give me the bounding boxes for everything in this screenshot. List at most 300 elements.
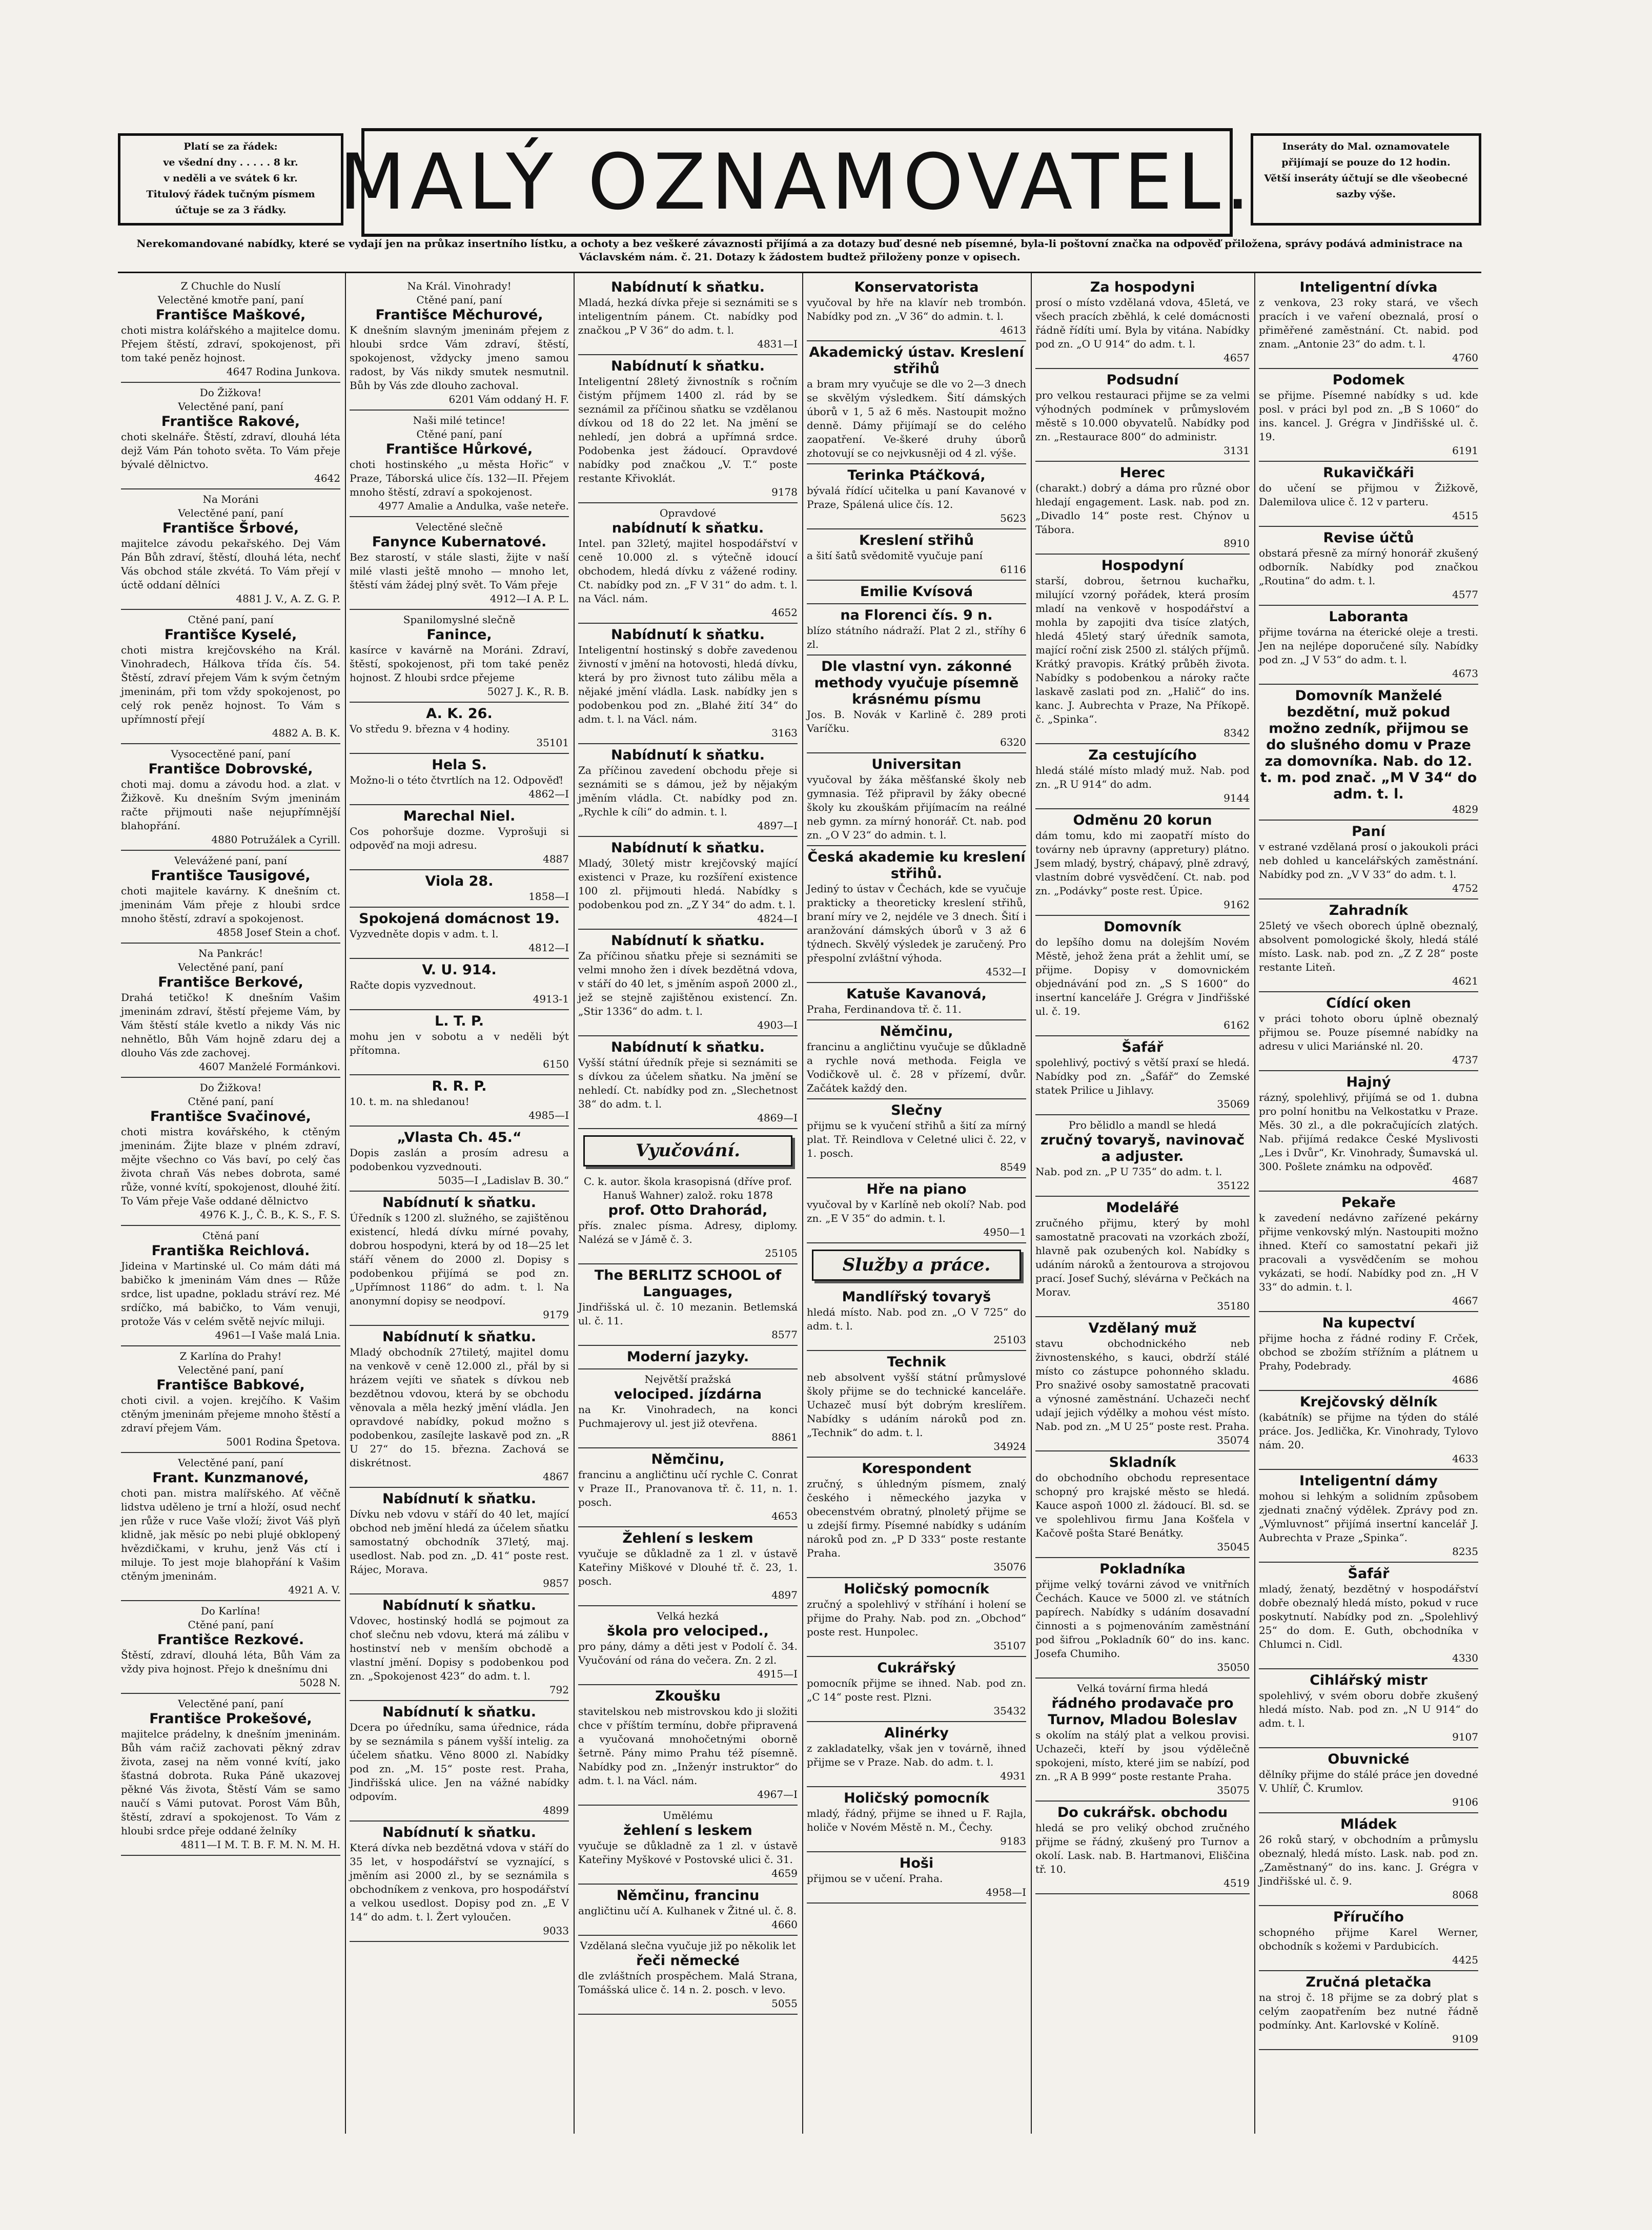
ad-body: hledá se pro veliký obchod zručného přijme se řádný, zkušený pro Turnov a okolí. Lask. nab. B. Hartmanovi, Eliščina tř. 10. [1035, 1822, 1250, 1875]
classified-ad [1035, 1116, 1250, 1197]
classified-ad [807, 342, 1026, 464]
ad-signature: 4737 [1452, 1054, 1478, 1066]
ad-body: schopného přijme Karel Werner, obchodník s kožemi v Pardubicích. [1259, 1926, 1478, 1952]
ad-headline: Žehlení s leskem [622, 1530, 753, 1546]
classified-ad [578, 931, 798, 1036]
ad-headline: L. T. P. [435, 1013, 484, 1029]
ad-signature: 4961—I Vaše malá Lnia. [215, 1329, 340, 1341]
section-heading: Vyučování. [583, 1135, 792, 1167]
ad-headline: The BERLITZ SCHOOL of Languages, [594, 1267, 782, 1300]
ad-signature: 4913-1 [533, 993, 569, 1005]
ad-intro: Velectěné slečně [416, 521, 503, 533]
ad-body: přijmou se v učení. Praha. [807, 1872, 943, 1885]
classified-ad [807, 1579, 1026, 1657]
ad-intro: Velevážené paní, paní [174, 854, 288, 867]
ad-body: francinu a angličtinu učí rychle C. Conrat v Praze II., Pranovanova tř. č. 11, n. 1. posch. [578, 1468, 798, 1508]
classified-ad [1259, 1814, 1478, 1906]
classified-ad [578, 1265, 798, 1346]
classified-ad [807, 277, 1026, 341]
ad-body: v práci tohoto oboru úplně obeznalý přijmou se. Pouze písemné nabídky na adresu v ulici Mariánské nl. 20. [1259, 1012, 1478, 1052]
classified-ad [578, 1347, 798, 1369]
ad-signature: 4931 [1000, 1770, 1026, 1782]
classified-ad [350, 1076, 569, 1127]
ad-body: mladý, řádný, přijme se ihned u F. Rajla, holiče v Novém Městě n. M., Čechy. [807, 1807, 1026, 1833]
classified-ad [1035, 1803, 1250, 1894]
ad-headline: Zručná pletačka [1306, 1974, 1432, 1990]
ad-body: blízo státního nádraží. Plat 2 zl., stříhy 6 zl. [807, 624, 1026, 650]
ad-signature: 4607 Manželé Formánkovi. [199, 1060, 340, 1073]
ad-signature: 8861 [771, 1431, 798, 1443]
ad-signature: 4687 [1452, 1174, 1478, 1186]
ad-signature: 35074 [1217, 1434, 1250, 1446]
ad-headline: Za hospodyni [1090, 279, 1195, 295]
ad-signature: 4633 [1452, 1452, 1478, 1465]
ad-signature: 1858—I [528, 890, 569, 903]
ad-headline: Domovník Manželé bezdětní, muž pokud možno zedník, přijmou se do slušného domu v Praze za domovníka. Nab. do 12. t. m. pod znač. „M V 34“ do adm. t. l. [1260, 688, 1477, 802]
column-5 [1032, 273, 1253, 2134]
ad-signature: 4657 [1223, 352, 1250, 364]
ad-signature: 5001 Rodina Špetova. [226, 1436, 340, 1448]
ad-signature: 4958—I [986, 1886, 1026, 1898]
ad-body: Vdovec, hostinský hodlá se pojmout za choť slečnu neb vdovu, která má zálibu v hostinství neb v menším obchodě a vlastní jmění. Dopisy s podobenkou pod zn. „Spokojenost 423“ do adm. t. l. [350, 1614, 569, 1682]
ad-signature: 9179 [543, 1308, 569, 1321]
ad-signature: 4912—I A. P. L. [490, 592, 569, 605]
ad-body: přijme velký továrni závod ve vnitřních Čechách. Kauce ve 5000 zl. ve státních papírech. Nabídky s udáním dosavadní činnosti a s pojmenováním zaměstnání pod šifrou „Pokladník 60“ do ins. kanc. Josefa Chumiho. [1035, 1578, 1250, 1660]
ad-body: Úředník s 1200 zl. služného, se zajištěnou existencí, hledá dívku mírné povahy, dobrou hospodyni, která by od 18—25 let stáří věnem do 2000 zl. Dopisy s podobenkou přijímá se pod zn. „Upřímnost 1186“ do adm. t. l. Na anonymní dopisy se neodpoví. [350, 1212, 569, 1307]
classified-ad [1259, 993, 1478, 1071]
ad-signature: 4613 [1000, 324, 1026, 336]
ad-signature: 35101 [536, 736, 569, 749]
classified-ad [578, 1037, 798, 1129]
ad-headline: Zkoušku [655, 1688, 721, 1704]
ad-signature: 4967—I [757, 1788, 798, 1801]
ad-intro: Opravdové [660, 507, 716, 519]
ad-headline: Holičský pomocník [844, 1790, 989, 1806]
column-4 [804, 273, 1029, 2134]
classified-ad [578, 504, 798, 624]
ad-body: Cos pohoršuje dozme. Vyprošuji si odpověď na moji adresu. [350, 825, 569, 851]
classified-ad [1259, 607, 1478, 685]
ad-signature: 34924 [993, 1440, 1026, 1452]
ad-signature: 4760 [1452, 352, 1478, 364]
ad-headline: Pekaře [1341, 1195, 1396, 1211]
ad-headline: Františce Hůrkové, [385, 441, 533, 457]
classified-ad [578, 1173, 798, 1264]
ad-body: K dnešním slavným jmeninám přejem z hloubi srdce Vám zdraví, štěstí, spokojenost, vždycky jmeno samou radost, by Vás nikdy smutek nesmutnil. Bůh by Vás zde dlouho zachoval. [350, 324, 569, 392]
ad-body: Jediný to ústav v Čechách, kde se vyučuje prakticky a theoreticky kreslení střihů, braní míry ve 2, nejdéle ve 3 dnech. Šití i aranžování dámských úborů v 3 až 6 týdnech. Skvělý výsledek je zaručený. Pro přespolní zvláštní výhoda. [807, 883, 1026, 964]
ad-headline: Cídící oken [1326, 995, 1411, 1011]
classified-ad [1035, 277, 1250, 369]
ad-signature: 5027 J. K., R. B. [487, 685, 569, 698]
classified-ad [807, 1788, 1026, 1852]
ad-headline: na Florenci čís. 9 n. [840, 607, 993, 623]
classified-ad [1035, 917, 1250, 1036]
ad-body: Nab. pod zn. „P U 735“ do adm. t. l. [1035, 1165, 1222, 1178]
ad-body: dle zvláštních prospěchem. Malá Strana, Tomášská ulice č. 14 n. 2. posch. v levo. [578, 1970, 798, 1996]
ad-signature: 4519 [1223, 1877, 1250, 1889]
ad-headline: Frant. Kunzmanové, [152, 1470, 309, 1486]
ad-signature: 4921 A. V. [288, 1584, 340, 1596]
ad-body: choti pan. mistra malířského. Ať věčně lidstva uděleno je trní a hloží, osud nechť jen růže v ruce Vaše vloží; život Váš plyň klidně, jak měsíc po nebi plujé obklopený hvězdičkami, v kruhu, jenž Vás ctí i miluje. To jest moje blahopřání k Vašim ctěným jmeninám. [121, 1487, 340, 1582]
ad-signature: 4881 J. V., A. Z. G. P. [236, 592, 340, 605]
ad-body: 10. t. m. na shledanou! [350, 1095, 470, 1108]
classified-ad [1035, 463, 1250, 555]
ad-body: vyučuje se důkladně za 1 zl. v ústavě Kateřiny Miškové v Dlouhé tř. č. 23, 1. posch. [578, 1547, 798, 1587]
ad-headline: Františce Babkové, [156, 1377, 305, 1393]
ad-body: majitelce závodu pekařského. Dej Vám Pán Bůh zdraví, štěstí, dlouhá léta, nechť Vás obchod stále zkvétá. To Vám přejí v úctě oddaní dělníci [121, 537, 340, 591]
ad-body: choti mistra krejčovského na Král. Vinohradech, Hálkova třída čís. 54. Štěstí, zdraví přejem Vám k svým četným jmeninám, při tom vždy spokojenost, po celý rok peněz hojnost. To Vám s upřímností přejí [121, 644, 340, 725]
ad-headline: Inteligentní dívka [1299, 279, 1438, 295]
classified-ad [121, 1227, 340, 1346]
ad-body: do učení se přijmou v Žižkově, Dalemilova ulice č. 12 v parteru. [1259, 482, 1478, 508]
ad-headline: Do cukrářsk. obchodu [1057, 1805, 1228, 1820]
ad-body: Která dívka neb bezdětná vdova v stáří do 35 let, v hospodářství se vyznající, s jměním asi 2000 zl., by se seznámila s obchodníkem z venkova, pro hospodářství a velkou usedlost. Dopisy pod zn. „E V 14“ do adm. t. l. Žert vyloučen. [350, 1842, 569, 1923]
ad-headline: Rukavičkáři [1323, 465, 1414, 481]
classified-ad [807, 984, 1026, 1020]
classified-ad [807, 657, 1026, 753]
classified-ad [121, 745, 340, 851]
ad-intro: Ctěné paní, paní [188, 613, 274, 626]
ad-signature: 6201 Vám oddaný H. F. [448, 393, 569, 405]
classified-ad [350, 1011, 569, 1075]
classified-ad [807, 1658, 1026, 1722]
ad-headline: Cihlářský mistr [1310, 1672, 1427, 1688]
classified-ad [350, 518, 569, 610]
classified-ad [121, 1347, 340, 1453]
classified-ad [121, 277, 340, 383]
ad-body: stavu obchodnického neb živnostenského, s kauci, obdrží stálé místo co zástupce pohonného skladu. Pro snaživé osoby samostatně pracovati a výnosné zaměstnání. Uchazeči nechť udají jejich výdělky a mohou vést místo. Nab. pod zn. „M U 25“ poste rest. Praha. [1035, 1337, 1250, 1433]
ad-intro: Do Žižkova! Velectěné paní, paní [178, 386, 283, 413]
ad-body: pro velkou restauraci přijme se za velmi výhodných podmínek v průmyslovém městě s 10.000 obyvatelů. Nabídky pod zn. „Restaurace 800“ do administr. [1035, 389, 1250, 443]
ad-headline: Nabídnutí k sňatku. [382, 1825, 536, 1840]
pricing-line: účtuje se za 3 řádky. [175, 204, 287, 216]
classified-ad [1259, 1072, 1478, 1192]
ad-body: Štěstí, zdraví, dlouhá léta, Bůh Vám za vždy piva hojnost. Přejo k dnešnímu dni [121, 1649, 340, 1675]
notice-box [1251, 133, 1481, 226]
ad-headline: Nabídnutí k sňatku. [611, 358, 765, 374]
ad-headline: A. K. 26. [426, 706, 493, 722]
classified-ad [1035, 1452, 1250, 1558]
notice-line: přijímají se pouze do 12 hodin. [1281, 157, 1451, 168]
classified-ad [350, 871, 569, 908]
ad-body: Jindřišská ul. č. 10 mezanin. Betlemská ul. č. 11. [578, 1301, 798, 1327]
classified-ad [807, 1021, 1026, 1099]
ad-headline: Česká akademie ku kreslení střihů. [807, 849, 1026, 882]
classified-ad [121, 1602, 340, 1694]
ad-body: a bram mry vyučuje se dle vo 2—3 dnech se skvělým výsledkem. Šití dámských úborů v 1, 5 až 6 měs. Nastoupit možno denně. Dámy přijímají se do celého zaopatření. Ve-škeré druhy úborů zhotovují se co nejvkusněji od 4 zl. výše. [807, 378, 1026, 459]
ad-headline: Marechal Niel. [403, 808, 516, 824]
ad-signature: 4950—1 [983, 1226, 1026, 1238]
ad-body: Vyšší státní úředník přeje si seznámiti se s dívkou za účelem sňatku. Na jmění se nehledí. Ct. nabídky pod zn. „Slechetnost 38“ do adm. t. l. [578, 1056, 798, 1110]
classified-ad [121, 490, 340, 610]
ad-intro: Velká hezká [657, 1610, 719, 1622]
classified-ad [121, 1454, 340, 1601]
ad-body: Možno-li o této čtvrtlích na 12. Odpověď! [350, 774, 564, 786]
ad-signature: 4621 [1452, 975, 1478, 987]
ad-signature: 4330 [1452, 1652, 1478, 1664]
ad-signature: 4686 [1452, 1374, 1478, 1386]
ad-body: prosí o místo vzdělaná vdova, 45letá, ve všech pracích zběhlá, k celé domácnosti řádně řídíti umí. Byla by vitána. Nabídky pod zn. „O U 914“ do adm. t. l. [1035, 296, 1250, 350]
ad-intro: Pro bělidlo a mandl se hledá [1068, 1119, 1217, 1131]
ad-headline: žehlení s leskem [623, 1823, 752, 1838]
ad-signature: 9178 [771, 486, 798, 498]
ad-headline: Fanynce Kubernatové. [372, 534, 547, 550]
ad-signature: 8068 [1452, 1889, 1478, 1901]
ad-columns [118, 272, 1481, 2134]
ad-signature: 9144 [1223, 792, 1250, 804]
ad-signature: 4882 A. B. K. [272, 727, 340, 739]
ad-signature: 4577 [1452, 588, 1478, 601]
page-title: MALÝ OZNAMOVATEL. [339, 138, 1255, 227]
ad-signature: 9183 [1000, 1835, 1026, 1847]
ad-headline: Němčinu, [651, 1451, 725, 1467]
classified-ad [807, 1352, 1026, 1458]
classified-ad [578, 1370, 798, 1448]
classified-ad [121, 384, 340, 489]
ad-body: spolehlivý, v svém oboru dobře zkušený hledá místo. Nab. pod zn. „N U 914“ do adm. t. l. [1259, 1689, 1478, 1729]
ad-body: spolehlivý, poctivý s větší praxí se hledá. Nabídky pod zn. „Šafář“ do Zemské statek Prilice u Jihlavy. [1035, 1056, 1250, 1096]
ad-body: (kabátník) se přijme na týden do stálé práce. Jos. Jedlička, Kr. Vinohrady, Tylovo nám. 20. [1259, 1411, 1478, 1451]
ad-intro: Z Chuchle do Nuslí Velectěné kmotře paní, paní [157, 280, 304, 306]
ad-signature: 4903—I [757, 1019, 798, 1031]
classified-ad [350, 412, 569, 517]
ad-headline: Hajný [1346, 1074, 1391, 1090]
ad-headline: Františce Měchurové, [375, 307, 543, 323]
ad-body: Bez starostí, v stále slasti, žijte v naší milé vlasti ještě mnoho — mnoho let, štěstí vám žádej plný svět. To Vám přeje [350, 551, 569, 591]
column-divider [802, 273, 803, 2134]
terms-note: Nerekomandované nabídky, které se vydají jen na průkaz insertního lístku, a ochoty a bez veškeré závaznosti přijímá a za dotazy buď desné neb písemné, byla-li poštovní značka na odpověď přiložena, správy podává administrace na Václavském nám. č. 21. Dotazy k žádostem budtež přiloženy ponze v opisech. [136, 237, 1463, 263]
ad-signature: 8549 [1000, 1161, 1026, 1173]
ad-headline: Mandlířský tovaryš [842, 1289, 991, 1305]
ad-intro: Spanilomyslné slečně [403, 613, 516, 626]
ad-body: na Kr. Vinohradech, na konci Puchmajerovy ul. jest již otevřena. [578, 1403, 798, 1429]
ad-headline: Němčinu, francinu [616, 1888, 760, 1904]
ad-signature: 6191 [1452, 444, 1478, 457]
ad-headline: Františce Berkové, [158, 974, 303, 990]
ad-body: z zakladatelky, však jen v továrně, ihned přijme se v Praze. Nab. do adm. t. l. [807, 1742, 1026, 1768]
classified-ad [1035, 1318, 1250, 1451]
ad-body: choti skelnáře. Štěstí, zdraví, dlouhá léta dejž Vám Pán tohoto světa. To Vám přeje bývalé dělnictvo. [121, 431, 340, 470]
column-3 [575, 273, 801, 2134]
ad-headline: Krejčovský dělník [1299, 1394, 1438, 1410]
ad-body: Račte dopis vyzvednout. [350, 979, 476, 991]
classified-ad [1035, 370, 1250, 462]
ad-headline: Slečny [891, 1102, 942, 1118]
ad-signature: 4660 [771, 1918, 798, 1931]
classified-ad [350, 1823, 569, 1942]
ad-intro: Vysocectěné paní, paní [171, 748, 291, 760]
classified-ad [1259, 528, 1478, 606]
classified-ad [350, 704, 569, 754]
ad-intro: Na Pankrác! Velectěné paní, paní [178, 947, 283, 973]
ad-body: přijmu se k vyučení střihů a šití za mírný plat. Tř. Reindlova v Celetné ulici č. 22, v 1. posch. [807, 1119, 1026, 1159]
ad-body: z venkova, 23 roky stará, ve všech pracích i ve vaření obeznalá, prosí o přiměřené zaměstnání. Ct. nabid. pod znam. „Antonie 23“ do adm. t. l. [1259, 296, 1478, 350]
ad-headline: Němčinu, [880, 1024, 953, 1039]
column-2 [346, 273, 572, 2134]
ad-signature: 9107 [1452, 1731, 1478, 1743]
ad-body: a šití šatů svědomitě vyučuje paní [807, 549, 983, 562]
ad-signature: 4673 [1452, 667, 1478, 680]
classified-ad [350, 611, 569, 703]
classified-ad [807, 530, 1026, 581]
newspaper-page [118, 118, 1481, 2132]
ad-body: obstará přesně za mírný honorář zkušený odborník. Nabídky pod značkou „Routina“ do adm. t. l. [1259, 547, 1478, 587]
ad-signature: 4897—I [757, 820, 798, 832]
ad-body: pro pány, dámy a děti jest v Podolí č. 34. Vyučování od rána do večera. Zn. 2 zl. [578, 1640, 798, 1666]
ad-intro: Velká tovární firma hledá [1077, 1682, 1208, 1694]
classified-ad [578, 1886, 798, 1936]
ad-signature: 3131 [1223, 444, 1250, 457]
ad-body: s okolím na stálý plat a velkou provisi. Uchazeči, kteří by jsou výdělečně spokojeni, místo, které jim se nabízí, pod zn. „R A B 999“ poste restante Praha. [1035, 1729, 1250, 1783]
ad-body: majitelce prádelny, k dnešním jmeninám. Bůh vám račiž zachovati pěkný zdrav života, zasej na něm vonné kvítí, jako šťastná dobrota. Ruka Páně ukazovej pěkné Vás života, Štěstí Vám se samo naučí s Vámi putovat. Porost Vám Bůh, štěstí, zdraví a spokojenost. To Vám z hloubi srdce přeje oddané želníky [121, 1728, 340, 1837]
ad-headline: Terinka Ptáčková, [847, 467, 986, 483]
classified-ad [1259, 1907, 1478, 1971]
classified-ad [1259, 1564, 1478, 1669]
notice-line: Větší inseráty účtují se dle všeobecné sazby výše. [1264, 173, 1468, 200]
classified-ad [121, 945, 340, 1078]
ad-headline: Šafář [1121, 1039, 1164, 1055]
classified-ad [578, 1686, 798, 1806]
ad-intro: Vzdělaná slečna vyučuje již po několik let [580, 1939, 796, 1952]
ad-headline: Františka Reichlová. [151, 1243, 310, 1259]
ad-signature: 4829 [1452, 803, 1478, 815]
ad-signature: 35069 [1217, 1098, 1250, 1110]
ad-headline: Domovník [1104, 919, 1181, 935]
ad-signature: 4811—I M. T. B. F. M. N. M. H. [180, 1838, 340, 1851]
classified-ad [350, 755, 569, 805]
ad-signature: 4867 [543, 1470, 569, 1483]
section-heading: Služby a práce. [812, 1250, 1021, 1281]
ad-body: Dívku neb vdovu v stáří do 40 let, mající obchod neb jmění hledá za účelem sňatku samostatný obchodník 37letý, maj. usedlost. Nab. pod zn. „D. 41“ poste rest. Rájec, Morava. [350, 1508, 569, 1576]
classified-ad [807, 1853, 1026, 1904]
title-box [339, 128, 1255, 237]
ad-headline: Alinérky [884, 1725, 949, 1741]
ad-intro: Do Žižkova! Ctěné paní, paní [188, 1081, 274, 1108]
ad-body: Jideina v Martinské ul. Co mám dáti má babičko k jmeninám Vám dnes — Růže srdce, list upadne, pokladu stráví rez. Mé srdíčko, má babičko, to Vám venuji, protože Vás v celém světě nejvíc miluji. [121, 1260, 340, 1327]
classified-ad [1035, 810, 1250, 916]
column-1 [118, 273, 343, 2134]
classified-ad [121, 1695, 340, 1856]
ad-headline: R. R. P. [432, 1078, 487, 1094]
ad-headline: Nabídnutí k sňatku. [611, 840, 765, 856]
ad-headline: Obuvnické [1328, 1751, 1410, 1767]
classified-ad [578, 1937, 798, 2015]
classified-ad [578, 745, 798, 837]
ad-body: choti maj. domu a závodu hod. a zlat. v Žižkově. Ku dnešním Svým jmeninám račte přijmouti naše nejupřímnější blahopřání. [121, 778, 340, 832]
ad-headline: Nabídnutí k sňatku. [382, 1195, 536, 1211]
ad-body: choti majitele kavárny. K dnešním ct. jmeninám Vám přeje z hloubi srdce mnoho štěstí, zdraví a spokojenost. [121, 885, 340, 925]
ad-body: hledá stálé místo mladý muž. Nab. pod zn. „R U 914“ do adm. [1035, 764, 1250, 790]
ad-headline: Nabídnutí k sňatku. [611, 279, 765, 295]
ad-headline: Vzdělaný muž [1088, 1320, 1197, 1336]
classified-ad [350, 277, 569, 411]
ad-signature: 25103 [993, 1334, 1026, 1346]
classified-ad [350, 960, 569, 1010]
ad-headline: Nabídnutí k sňatku. [382, 1491, 536, 1507]
ad-headline: Františce Prokešové, [149, 1711, 312, 1727]
classified-ad [350, 1193, 569, 1326]
ad-signature: 4515 [1452, 509, 1478, 522]
ad-body: v estrané vzdělaná prosí o jakoukoli práci neb dohled u kancelářských zaměstnání. Nabídky pod zn. „V V 33“ do adm. t. l. [1259, 841, 1478, 881]
ad-headline: Modelářé [1106, 1200, 1179, 1216]
classified-ad [807, 754, 1026, 846]
ad-signature: 6150 [543, 1058, 569, 1070]
ad-headline: zručný tovaryš, navinovač a adjuster. [1040, 1132, 1245, 1164]
ad-body: Inteligentní 28letý živnostník s ročním čistým příjmem 1400 zl. rád by se seznámil za příčinou sňatku se vzdělanou dívkou od 18 do 22 let. Na jmění se nehledí, jen dobrá a upřímná srdce. Podobenka jest žádoucí. Opravdové nabídky pod značkou „V. T.“ poste restante Křivoklát. [578, 375, 798, 484]
ad-body: 26 roků starý, v obchodním a průmyslu obeznalý, hledá místo. Lask. nab. pod zn. „Zaměstnaný“ do ins. kanc. J. Grégra v Jindřišské ul. č. 9. [1259, 1833, 1478, 1887]
ad-signature: 4897 [771, 1589, 798, 1601]
ad-signature: 4880 Potružálek a Cyrill. [211, 833, 340, 846]
ad-intro: Naši milé tetince! Ctěné paní, paní [413, 414, 506, 440]
pricing-box [118, 133, 343, 226]
ad-body: choti hostinského „u města Hořic“ v Praze, Táborská ulice čís. 132—II. Přejem mnoho štěstí, zdraví a spokojenost. [350, 458, 569, 498]
ad-body: vyučuje se důkladně za 1 zl. v ústavě Kateřiny Myškové v Postovské ulici č. 31. [578, 1839, 798, 1866]
ad-signature: 6162 [1223, 1019, 1250, 1031]
classified-ad [578, 838, 798, 930]
ad-headline: Za cestujícího [1088, 747, 1197, 763]
classified-ad [807, 1179, 1026, 1243]
classified-ad [1259, 822, 1478, 899]
pricing-line: Platí se za řádek: [183, 141, 278, 152]
ad-signature: 8577 [771, 1328, 798, 1341]
ad-headline: Hoši [899, 1855, 934, 1871]
classified-ad [350, 909, 569, 959]
ad-signature: 4858 Josef Stein a choť. [216, 926, 340, 938]
ad-headline: Nabídnutí k sňatku. [382, 1598, 536, 1613]
ad-body: kasírce v kavárně na Moráni. Zdraví, štěstí, spokojenost, při tom také peněz hojnost. Z hloubi srdce přejeme [350, 644, 569, 684]
classified-ad [350, 1702, 569, 1822]
ad-signature: 8342 [1223, 727, 1250, 739]
ad-headline: Paní [1352, 824, 1385, 840]
classified-ad [1259, 463, 1478, 527]
ad-body: dělníky přijme do stálé práce jen dovedné V. Uhlíř, Č. Krumlov. [1259, 1768, 1478, 1794]
ad-headline: Podomek [1332, 372, 1405, 388]
ad-body: pomocník přijme se ihned. Nab. pod zn. „C 14“ poste rest. Plzni. [807, 1677, 1026, 1703]
ad-signature: 6116 [1000, 563, 1026, 576]
ad-headline: Podsudní [1106, 372, 1179, 388]
ad-headline: Františce Maškové, [155, 307, 306, 323]
ad-headline: prof. Otto Drahorád, [608, 1202, 768, 1218]
ad-body: choti civil. a vojen. krejčího. K Vašim ctěným jmeninám přejeme mnoho štěstí a zdraví přejem Vám. [121, 1394, 340, 1434]
ad-signature: 4831—I [757, 338, 798, 350]
ad-intro: Velectěné paní, paní [178, 1457, 283, 1469]
classified-ad [807, 1100, 1026, 1178]
ad-headline: Laboranta [1329, 609, 1409, 625]
classified-ad [1035, 1198, 1250, 1317]
pricing-line: ve všední dny . . . . . 8 kr. [163, 157, 298, 168]
ad-body: (charakt.) dobrý a dáma pro různé obor hledají engagement. Lask. nab. pod zn. „Divadlo 14“ poste rest. Chýnov u Tábora. [1035, 482, 1250, 536]
ad-body: Dcera po úředníku, sama úřednice, ráda by se seznámila s pánem vyšší intelig. za účelem sňatku. Věno 8000 zl. Nabídky pod zn. „M. 15“ poste rest. Praha, Jindřišská ulice. Jen na vážné nabídky odpovím. [350, 1721, 569, 1803]
ad-signature: 4899 [543, 1804, 569, 1816]
ad-body: Dopis zaslán a prosím adresu a podobenkou vyzvednouti. [350, 1147, 569, 1173]
ad-body: bývalá řídící učitelka u paní Kavanové v Praze, Spálená ulice čís. 12. [807, 484, 1026, 510]
classified-ad [578, 1528, 798, 1606]
ad-headline: Skladník [1109, 1455, 1176, 1470]
ad-headline: Spokojená domácnost 19. [359, 911, 560, 927]
ad-body: starší, dobrou, šetrnou kuchařku, milující vzorný pořádek, která prosím mladí na venkově v hospodářství a mohla by zapojiti dva tisíce zlatých, hledá 45letý starý úředník samota, mající roční zisk 2500 zl. stálých příjmů. Krátký pravopis. Krátký průběh života. Nabídky s podobenkou a nároky račte laskavě zaslati pod zn. „Halič“ do ins. kanc. J. Aubrechta v Praze, Na Příkopě. č. „Spinka“. [1035, 575, 1250, 725]
ad-signature: 792 [549, 1684, 569, 1696]
classified-ad [1035, 1037, 1250, 1115]
ad-headline: Universitan [871, 756, 962, 772]
classified-ad [121, 1079, 340, 1226]
ad-body: stavitelskou neb mistrovskou kdo ji složiti chce v příštím termínu, dobře připravená a vyučovaná mnohočetnými oborně šetrně. Pány mimo Prahu též písemně. Nabídky pod zn. „Inženýr instruktor“ do adm. t. l. na Václ. nám. [578, 1705, 798, 1787]
ad-headline: řeči německé [636, 1953, 740, 1969]
ad-intro: Do Karlína! Ctěné paní, paní [188, 1605, 274, 1631]
ad-headline: Nabídnutí k sňatku. [382, 1329, 536, 1345]
ad-body: vyučoval by hře na klavír neb trombón. Nabídky pod zn. „V 36“ do admin. t. l. [807, 296, 1026, 322]
ad-body: do lepšího domu na dolejším Novém Městě, jehož žena prát a žehlit umí, se přijme. Dopisy v domovnickém objednávání pod zn. „S S 1600“ do insertní kanceláře J. Grégra v Jindřišské ul. č. 19. [1035, 936, 1250, 1017]
ad-headline: Moderní jazyky. [626, 1349, 749, 1365]
